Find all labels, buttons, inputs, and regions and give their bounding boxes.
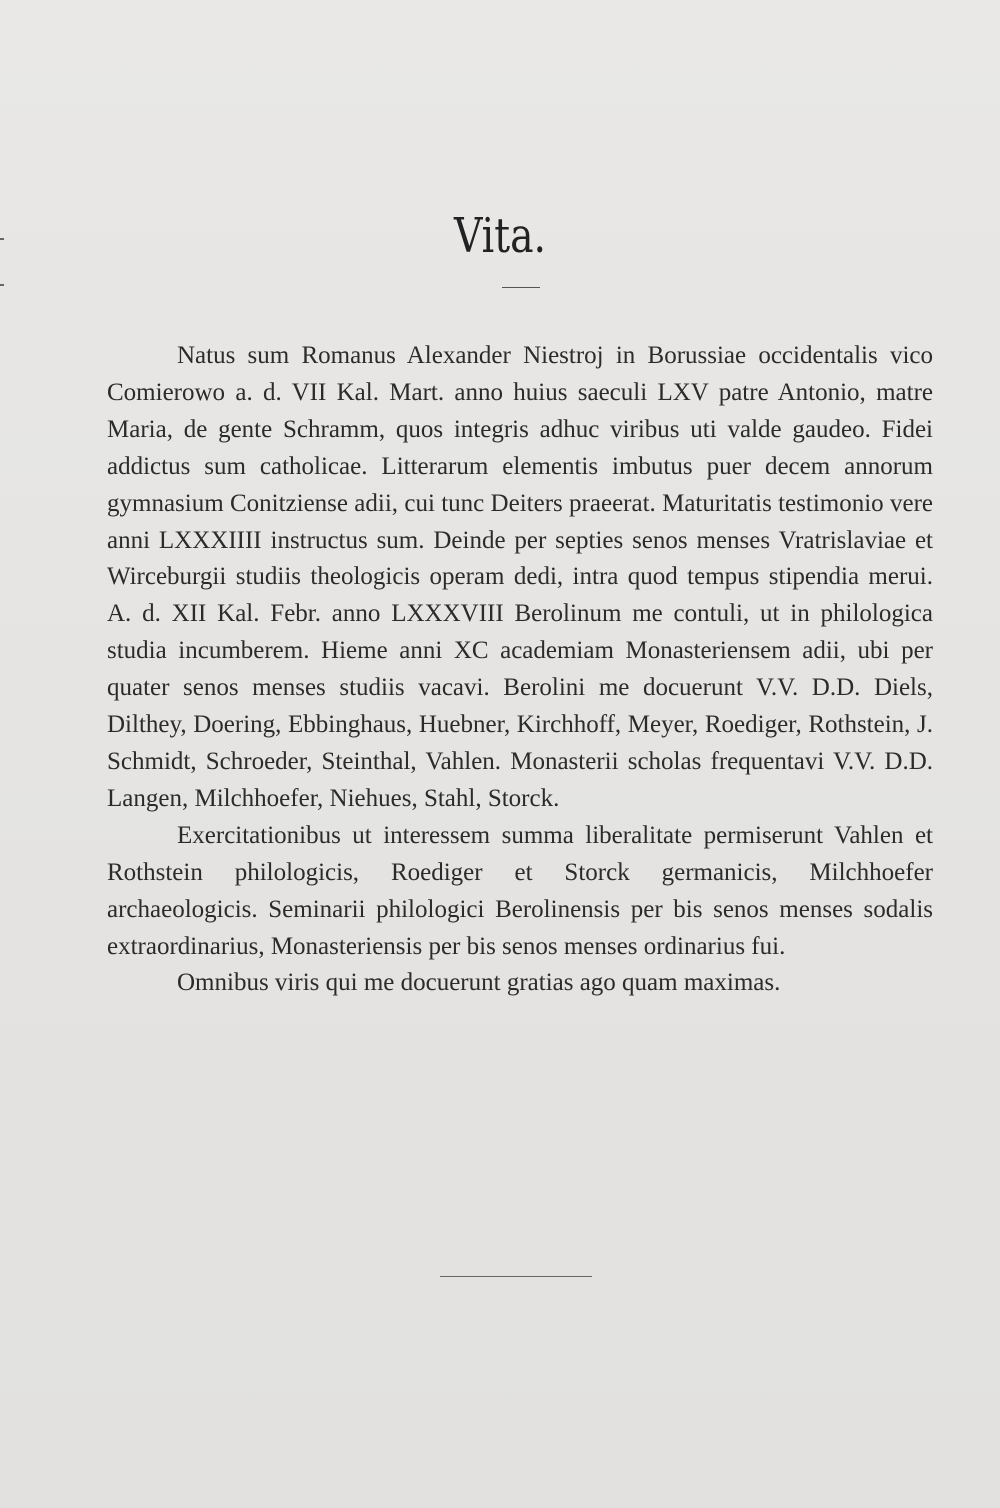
paragraph-2: Exercitationibus ut interessem summa liberalitate permiserunt Vahlen et Rothstein philologicis, Roediger et Storck germanicis, Milchhoefer archaeologicis. Seminarii philologici Berolinensis per bis senos menses sodalis extraordinarius, Monasteriensis per bis senos menses ordinarius fui. <box>107 821 933 960</box>
end-divider <box>440 1276 592 1277</box>
paragraph-3: Omnibus viris qui me docuerunt gratias ago quam maximas. <box>177 969 781 997</box>
margin-mark <box>0 238 4 240</box>
body-text <box>107 338 933 1002</box>
title-divider <box>502 287 540 288</box>
page-title: Vita. <box>453 208 547 264</box>
paragraph-1: Natus sum Romanus Alexander Niestroj in Borussiae occidentalis vico Comierowo a. d. VII Kal. Mart. anno huius saeculi LXV patre Antonio, matre Maria, de gente Schramm, quos integris adhuc viribus uti valde gaudeo. Fidei addictus sum catholicae. Litterarum elementis imbutus puer decem annorum gymnasium Conitziense adii, cui tunc Deiters praeerat. Maturitatis testimonio vere anni LXXXIIII instructus sum. Deinde per septies senos menses Vratrislaviae et Wirceburgii studiis theologicis operam dedi, intra quod tempus stipendia merui. A. d. XII Kal. Febr. anno LXXXVIII Berolinum me contuli, ut in philologica studia incumberem. Hieme anni XC academiam Monasteriensem adii, ubi per quater senos menses studiis vacavi. Berolini me docuerunt V.V. D.D. Diels, Dilthey, Doering, Ebbinghaus, Huebner, Kirchhoff, Meyer, Roediger, Rothstein, J. Schmidt, Schroeder, Steinthal, Vahlen. Monasterii scholas frequentavi V.V. D.D. Langen, Milchhoefer, Niehues, Stahl, Storck. <box>107 342 933 812</box>
margin-mark <box>0 284 4 286</box>
